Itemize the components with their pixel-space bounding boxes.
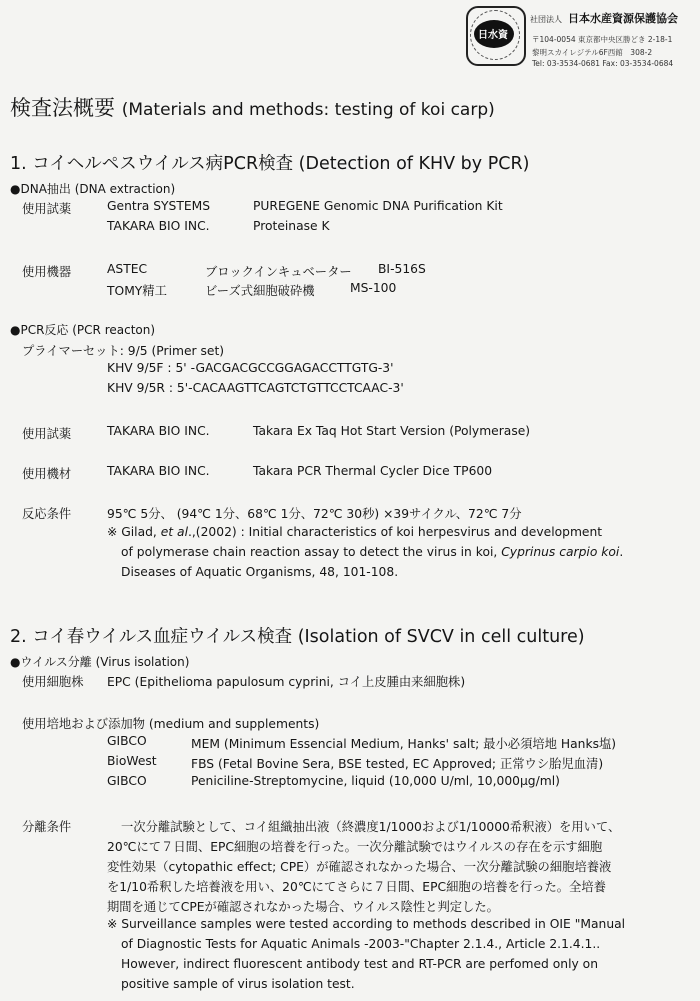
surveillance-note-line: positive sample of virus isolation test. bbox=[121, 977, 355, 991]
equipment-label: 使用機器 bbox=[22, 265, 72, 279]
equipment-name: ビーズ式細胞破砕機 bbox=[205, 284, 315, 298]
organization-logo bbox=[466, 6, 526, 66]
surveillance-note-line: However, indirect fluorescent antibody test and RT-PCR are perfomed only on bbox=[121, 957, 599, 971]
section-1-heading: 1. コイヘルペスウイルス病PCR検査 (Detection of KHV by PCR) bbox=[10, 154, 530, 174]
medium-name: FBS (Fetal Bovine Sera, BSE tested, EC Approved; 正常ウシ胎児血清) bbox=[191, 757, 604, 771]
cell-line-value: EPC (Epithelioma papulosum cyprini, コイ上皮腫由来細胞株) bbox=[107, 675, 466, 689]
conditions-value: 95℃ 5分、 (94℃ 1分、68℃ 1分、72℃ 30秒) ×39サイクル、72℃ 7分 bbox=[107, 507, 522, 521]
reference-line-3: Diseases of Aquatic Organisms, 48, 101-108. bbox=[121, 565, 399, 579]
reference-line-1: ※ Gilad, et al.,(2002) : Initial characteristics of koi herpesvirus and development bbox=[107, 525, 603, 539]
pcr-equipment-name: Takara PCR Thermal Cycler Dice TP600 bbox=[253, 464, 493, 478]
equipment-maker: TOMY精工 bbox=[107, 284, 167, 298]
primer-set-label: プライマーセット: 9/5 (Primer set) bbox=[22, 344, 225, 358]
virus-isolation-heading: ●ウイルス分離 (Virus isolation) bbox=[10, 655, 190, 669]
logo-text: 日水資 bbox=[478, 30, 508, 41]
isolation-text-line: を1/10希釈した培養液を用い、20℃にてさらに７日間、EPC細胞の培養を行った。全培養 bbox=[107, 880, 606, 894]
reagent-name: Proteinase K bbox=[253, 219, 330, 233]
address-line-1: 〒104-0054 東京都中央区勝どき 2-18-1 bbox=[532, 35, 673, 44]
reagents-label: 使用試薬 bbox=[22, 202, 72, 216]
address-line-2: 黎明スカイレジテル6F西館 308-2 bbox=[532, 48, 653, 57]
pcr-heading: ●PCR反応 (PCR reacton) bbox=[10, 323, 156, 337]
pcr-reagents-label: 使用試薬 bbox=[22, 427, 72, 441]
surveillance-note-line: of Diagnostic Tests for Aquatic Animals -2003-"Chapter 2.1.4., Article 2.1.4.1.. bbox=[121, 937, 601, 951]
equipment-name: ブロックインキュベーター bbox=[205, 265, 352, 279]
isolation-text-line: 期間を通じてCPEが確認されなかった場合、ウイルス陰性と判定した。 bbox=[107, 900, 499, 914]
reagent-name: PUREGENE Genomic DNA Purification Kit bbox=[253, 199, 503, 213]
medium-name: MEM (Minimum Essencial Medium, Hanks' salt; 最小必須培地 Hanks塩) bbox=[191, 737, 617, 751]
primer-reverse: KHV 9/5R : 5'-CACAAGTTCAGTCTGTTCCTCAAC-3' bbox=[107, 381, 404, 395]
pcr-equipment-label: 使用機材 bbox=[22, 467, 72, 481]
medium-name: Peniciline-Streptomycine, liquid (10,000 U/ml, 10,000μg/ml) bbox=[191, 774, 560, 788]
dna-extraction-heading: ●DNA抽出 (DNA extraction) bbox=[10, 182, 176, 196]
cell-line-label: 使用細胞株 bbox=[22, 675, 84, 689]
isolation-text-line: 一次分離試験として、コイ組織抽出液（終濃度1/1000および1/10000希釈液）を用いて、 bbox=[121, 820, 621, 834]
contact-line: Tel: 03-3534-0681 Fax: 03-3534-0684 bbox=[532, 59, 674, 68]
reagent-maker: TAKARA BIO INC. bbox=[107, 219, 210, 233]
organization-name: 社団法人 日本水産資源保護協会 bbox=[530, 12, 678, 25]
pcr-equipment-maker: TAKARA BIO INC. bbox=[107, 464, 210, 478]
equipment-model: MS-100 bbox=[350, 281, 397, 295]
medium-maker: BioWest bbox=[107, 754, 157, 768]
medium-label: 使用培地および添加物 (medium and supplements) bbox=[22, 717, 320, 731]
primer-forward: KHV 9/5F : 5' -GACGACGCCGGAGACCTTGTG-3' bbox=[107, 361, 394, 375]
medium-maker: GIBCO bbox=[107, 734, 147, 748]
medium-maker: GIBCO bbox=[107, 774, 147, 788]
reagent-maker: Gentra SYSTEMS bbox=[107, 199, 211, 213]
isolation-conditions-label: 分離条件 bbox=[22, 820, 72, 834]
section-2-heading: 2. コイ春ウイルス血症ウイルス検査 (Isolation of SVCV in cell culture) bbox=[10, 627, 585, 647]
reference-line-2: of polymerase chain reaction assay to detect the virus in koi, Cyprinus carpio koi. bbox=[121, 545, 624, 559]
pcr-reagent-maker: TAKARA BIO INC. bbox=[107, 424, 210, 438]
equipment-maker: ASTEC bbox=[107, 262, 148, 276]
page-title: 検査法概要 (Materials and methods: testing of koi carp) bbox=[10, 96, 495, 120]
conditions-label: 反応条件 bbox=[22, 507, 72, 521]
equipment-model: BI-516S bbox=[378, 262, 426, 276]
isolation-text-line: 20℃にて７日間、EPC細胞の培養を行った。一次分離試験ではウイルスの存在を示す細胞 bbox=[107, 840, 603, 854]
isolation-text-line: 変性効果（cytopathic effect; CPE）が確認されなかった場合、一次分離試験の細胞培養液 bbox=[107, 860, 612, 874]
pcr-reagent-name: Takara Ex Taq Hot Start Version (Polymerase) bbox=[253, 424, 531, 438]
surveillance-note-line: ※ Surveillance samples were tested according to methods described in OIE "Manual bbox=[107, 917, 626, 931]
